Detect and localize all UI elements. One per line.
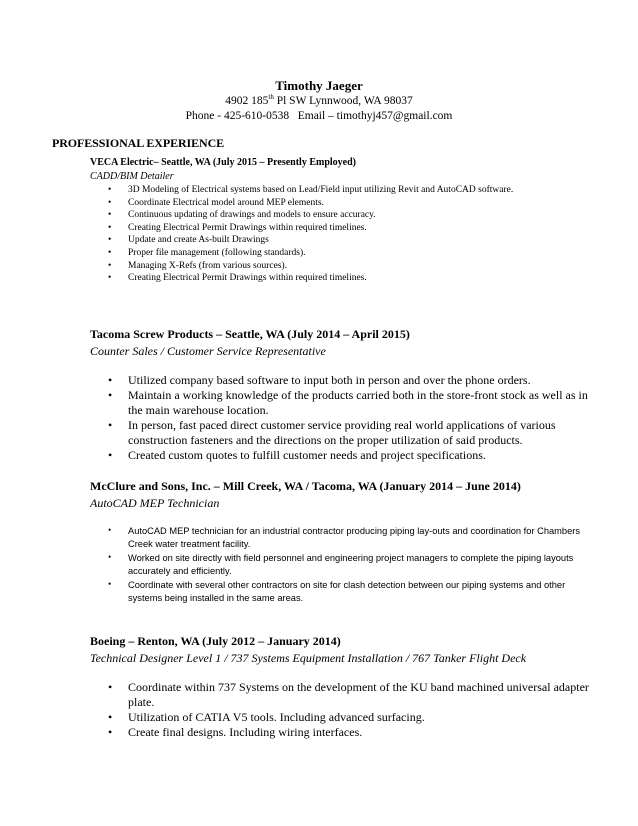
- bullet-icon: •: [108, 448, 113, 462]
- list-item-text: Creating Electrical Permit Drawings within required timelines.: [128, 273, 367, 284]
- job-company: VECA Electric– Seattle, WA (July 2015 – Presently Employed): [90, 157, 356, 168]
- job-company: McClure and Sons, Inc. – Mill Creek, WA / Tacoma, WA (January 2014 – June 2014): [90, 479, 521, 493]
- address-number: 4902 185: [225, 95, 269, 107]
- list-item-text: Created custom quotes to fulfill customer needs and project specifications.: [128, 448, 486, 462]
- job-role: Technical Designer Level 1 / 737 Systems Equipment Installation / 767 Tanker Flight Deck: [90, 651, 527, 665]
- list-item: [90, 725, 590, 740]
- job-mcclure-and-sons: [90, 478, 590, 605]
- list-item-text: Coordinate Electrical model around MEP elements.: [128, 197, 324, 208]
- list-item: [90, 272, 570, 285]
- job-tacoma-screw-products: [90, 326, 590, 463]
- job-bullet-list: [90, 680, 590, 740]
- list-item: [90, 234, 570, 247]
- job-role: Counter Sales / Customer Service Representative: [90, 344, 326, 358]
- bullet-icon: •: [108, 552, 112, 563]
- list-item: [90, 184, 570, 197]
- bullet-icon: •: [108, 222, 112, 233]
- list-item: [90, 552, 590, 579]
- job-bullet-list: [90, 525, 590, 605]
- list-item-text: Update and create As-built Drawings: [128, 235, 269, 246]
- list-item-text: Utilization of CATIA V5 tools. Including advanced surfacing.: [128, 710, 425, 724]
- candidate-name: Timothy Jaeger: [275, 78, 363, 93]
- list-item: [90, 209, 570, 222]
- bullet-icon: •: [108, 197, 112, 208]
- section-title-professional-experience: PROFESSIONAL EXPERIENCE: [52, 136, 225, 150]
- list-item-text: AutoCAD MEP technician for an industrial contractor producing piping lay-outs and coordination for Chambers Creek water treatment facility.: [128, 526, 581, 550]
- list-item: [90, 418, 590, 448]
- job-company: Tacoma Screw Products – Seattle, WA (July 2014 – April 2015): [90, 327, 410, 341]
- list-item-text: 3D Modeling of Electrical systems based on Lead/Field input utilizing Revit and AutoCAD software.: [128, 185, 514, 195]
- bullet-icon: •: [108, 579, 112, 590]
- bullet-icon: •: [108, 418, 113, 432]
- resume-header: [0, 78, 638, 124]
- list-item: [90, 222, 570, 235]
- bullet-icon: •: [108, 273, 112, 284]
- bullet-icon: •: [108, 210, 112, 221]
- bullet-icon: •: [108, 680, 113, 694]
- address-line: [0, 94, 638, 109]
- bullet-icon: •: [108, 526, 112, 536]
- list-item: [90, 373, 590, 388]
- bullet-icon: •: [108, 260, 112, 271]
- list-item: [90, 525, 590, 552]
- list-item-text: Proper file management (following standards).: [128, 247, 306, 258]
- list-item: [90, 710, 590, 725]
- bullet-icon: •: [108, 185, 112, 195]
- list-item: [90, 197, 570, 210]
- address-ordinal-suffix: th: [268, 93, 274, 102]
- bullet-icon: •: [108, 235, 112, 246]
- list-item-text: Create final designs. Including wiring interfaces.: [128, 725, 363, 739]
- contact-line: Phone - 425-610-0538 Email – timothyj457@gmail.com: [185, 110, 453, 122]
- list-item: [90, 247, 570, 260]
- list-item-text: Utilized company based software to input both in person and over the phone orders.: [128, 373, 531, 387]
- list-item: [90, 579, 590, 606]
- bullet-icon: •: [108, 725, 113, 739]
- list-item: [90, 448, 590, 463]
- list-item-text: Continuous updating of drawings and models to ensure accuracy.: [128, 210, 376, 221]
- bullet-icon: •: [108, 247, 112, 258]
- list-item-text: Coordinate within 737 Systems on the development of the KU band machined universal adapter plate.: [128, 680, 589, 709]
- list-item: [90, 260, 570, 273]
- bullet-icon: •: [108, 710, 113, 724]
- job-role: AutoCAD MEP Technician: [90, 496, 220, 510]
- job-role: CADD/BIM Detailer: [90, 171, 174, 182]
- list-item-text: Worked on site directly with field personnel and engineering project managers to complete the piping layouts accurately and efficiently.: [128, 552, 574, 577]
- job-boeing: [90, 633, 590, 740]
- list-item: [90, 680, 590, 710]
- list-item-text: In person, fast paced direct customer service providing real world applications of various construction fasteners and the directions on the proper utilization of said products.: [128, 418, 556, 447]
- job-company: Boeing – Renton, WA (July 2012 – January 2014): [90, 634, 341, 648]
- bullet-icon: •: [108, 373, 113, 387]
- list-item-text: Creating Electrical Permit Drawings within required timelines.: [128, 222, 367, 233]
- list-item-text: Managing X-Refs (from various sources).: [128, 260, 288, 271]
- list-item-text: Maintain a working knowledge of the products carried both in the store-front stock as well as in the main warehouse location.: [128, 388, 588, 417]
- list-item-text: Coordinate with several other contractors on site for clash detection between our piping systems and other systems being installed in the same areas.: [128, 579, 566, 604]
- job-bullet-list: [90, 373, 590, 463]
- job-veca-electric: [90, 155, 570, 285]
- list-item: [90, 388, 590, 418]
- address-rest: Pl SW Lynnwood, WA 98037: [273, 95, 413, 107]
- job-bullet-list: [90, 184, 570, 285]
- bullet-icon: •: [108, 388, 113, 402]
